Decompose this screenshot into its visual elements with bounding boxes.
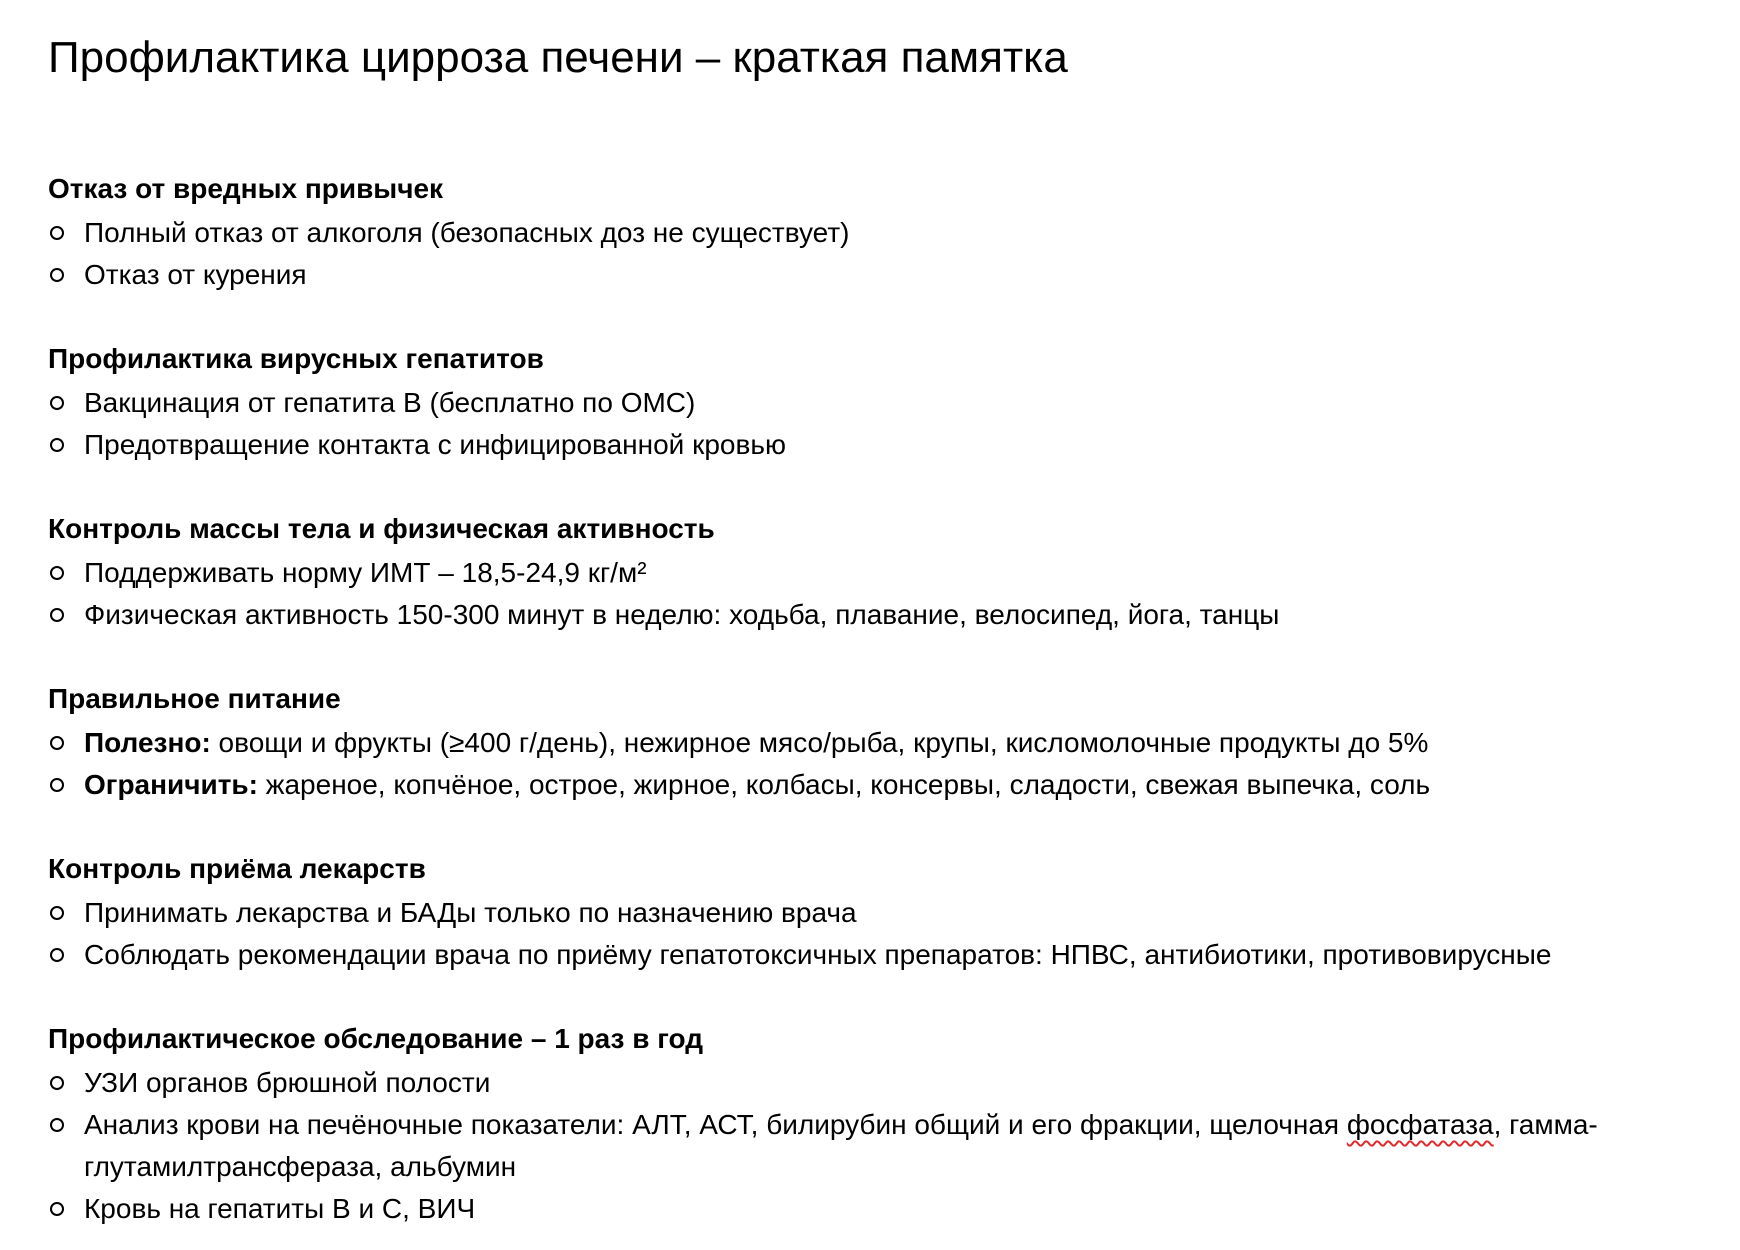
section-heading: Отказ от вредных привычек [48,173,444,204]
list-item [48,1188,1692,1230]
list-item [48,1104,1692,1188]
bullet-list [48,552,1692,636]
list-item-text: Физическая активность 150-300 минут в неделю: ходьба, плавание, велосипед, йога, танцы [84,599,1280,630]
section-heading: Контроль массы тела и физическая активность [48,513,715,544]
list-item [48,212,1692,254]
circle-bullet-icon [50,268,64,282]
circle-bullet-icon [50,608,64,622]
list-item [48,594,1692,636]
list-item-text: овощи и фрукты (≥400 г/день), нежирное мясо/рыба, крупы, кисломолочные продукты до 5% [210,727,1429,758]
list-item-text: УЗИ органов брюшной полости [84,1067,491,1098]
spellcheck-flagged-word[interactable]: фосфатаза [1346,1109,1494,1140]
circle-bullet-icon [50,566,64,580]
section-weight-activity [48,510,1692,636]
circle-bullet-icon [50,396,64,410]
bullet-list [48,382,1692,466]
list-item-text: Вакцинация от гепатита В (бесплатно по ОМС) [84,387,696,418]
list-item [48,722,1692,764]
section-viral-hepatitis [48,340,1692,466]
circle-bullet-icon [50,226,64,240]
list-item-text: Анализ крови на печёночные показатели: АЛТ, АСТ, билирубин общий и его фракции, щелочная [84,1109,1347,1140]
list-item [48,764,1692,806]
list-item-lead: Полезно: [84,727,211,758]
circle-bullet-icon [50,736,64,750]
list-item [48,382,1692,424]
list-item [48,552,1692,594]
document-title: Профилактика цирроза печени – краткая памятка [48,33,1068,82]
circle-bullet-icon [50,1202,64,1216]
list-item-text: Принимать лекарства и БАДы только по назначению врача [84,897,857,928]
circle-bullet-icon [50,1118,64,1132]
circle-bullet-icon [50,1076,64,1090]
circle-bullet-icon [50,906,64,920]
list-item-text: Соблюдать рекомендации врача по приёму гепатотоксичных препаратов: НПВС, антибиотики, противовирусные [84,939,1552,970]
list-item [48,892,1692,934]
list-item [48,1062,1692,1104]
list-item [48,254,1692,296]
list-item-text: Полный отказ от алкоголя (безопасных доз не существует) [84,217,850,248]
bullet-list [48,212,1692,296]
section-bad-habits [48,170,1692,296]
section-annual-checkup [48,1020,1692,1230]
section-heading: Контроль приёма лекарств [48,853,426,884]
circle-bullet-icon [50,778,64,792]
section-medication-control [48,850,1692,976]
circle-bullet-icon [50,438,64,452]
circle-bullet-icon [50,948,64,962]
bullet-list [48,1062,1692,1230]
list-item-text: , гамма-глутамилтрансфераза, альбумин [84,1109,1598,1182]
bullet-list [48,722,1692,806]
list-item-text: Отказ от курения [84,259,307,290]
bullet-list [48,892,1692,976]
list-item-lead: Ограничить: [84,769,258,800]
list-item-text: жареное, копчёное, острое, жирное, колбасы, консервы, сладости, свежая выпечка, соль [257,769,1431,800]
section-heading: Профилактическое обследование – 1 раз в год [48,1023,704,1054]
list-item-text: Предотвращение контакта с инфицированной кровью [84,429,786,460]
section-heading: Профилактика вирусных гепатитов [48,343,544,374]
list-item-text: Кровь на гепатиты В и С, ВИЧ [84,1193,476,1224]
sections-container [48,170,1692,1230]
list-item-text: Поддерживать норму ИМТ – 18,5-24,9 кг/м² [84,557,647,588]
section-nutrition [48,680,1692,806]
list-item [48,934,1692,976]
section-heading: Правильное питание [48,683,341,714]
list-item [48,424,1692,466]
